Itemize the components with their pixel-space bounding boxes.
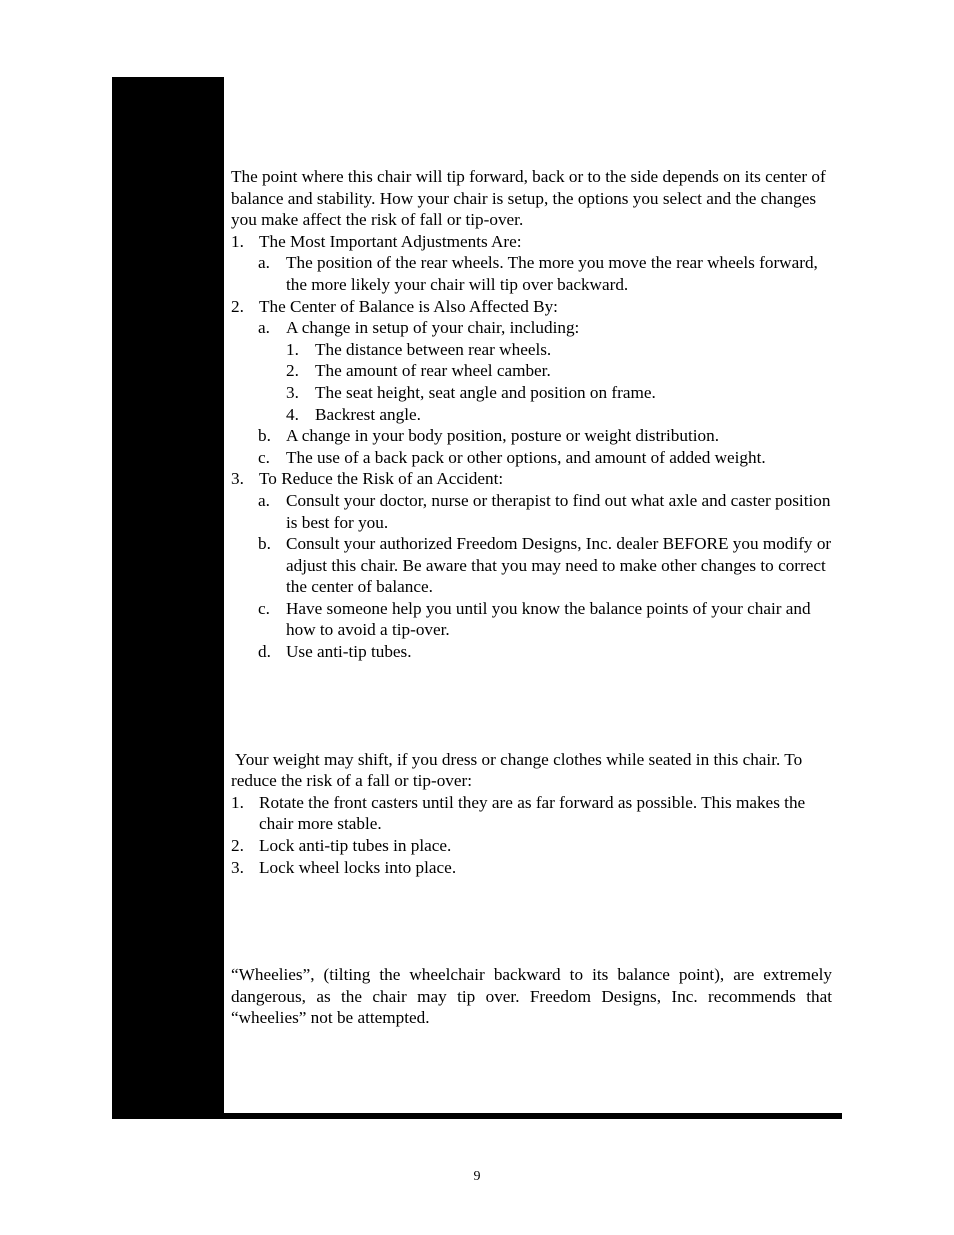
- list-marker: 1.: [231, 792, 244, 812]
- section2-list: [231, 792, 832, 878]
- section-gap: [231, 878, 832, 964]
- list-item: [231, 792, 832, 835]
- list-item: [231, 404, 832, 426]
- list-marker: 4.: [286, 404, 299, 424]
- list-marker: b.: [258, 426, 271, 446]
- list-item: [231, 252, 832, 295]
- list-marker: 3.: [231, 857, 244, 877]
- list-item-text: The amount of rear wheel camber.: [315, 361, 551, 381]
- list-item-text: A change in setup of your chair, including:: [286, 318, 580, 338]
- list-item: [231, 641, 832, 663]
- list-marker: a.: [258, 490, 270, 510]
- list-marker: 2.: [231, 296, 244, 316]
- list-item: [231, 425, 832, 447]
- list-item: [231, 360, 832, 382]
- list-item: [231, 533, 832, 598]
- list-item-text: The position of the rear wheels. The more you move the rear wheels forward, the more likely your chair will tip over backward.: [286, 253, 818, 294]
- page-number: 9: [473, 1169, 481, 1184]
- list-marker: a.: [258, 318, 270, 338]
- list-item-text: Have someone help you until you know the balance points of your chair and how to avoid a tip-over.: [286, 598, 811, 640]
- list-item-text: Use anti-tip tubes.: [286, 642, 412, 662]
- list-item: [231, 296, 832, 318]
- section-gap: [231, 663, 832, 749]
- list-item-text: Consult your authorized Freedom Designs, Inc. dealer BEFORE you modify or adjust this chair. Be aware that you may need to make other changes to correct the center of balance.: [286, 534, 832, 597]
- list-item-text: Rotate the front casters until they are as far forward as possible. This makes the chair more stable.: [259, 792, 806, 834]
- list-item-text: Backrest angle.: [315, 404, 421, 424]
- list-marker: c.: [258, 447, 270, 467]
- list-item: [231, 339, 832, 361]
- list-item-text: A change in your body position, posture or weight distribution.: [286, 426, 719, 446]
- list-item: [231, 231, 832, 253]
- list-marker: 1.: [286, 339, 299, 359]
- section3-text: “Wheelies”, (tilting the wheelchair backward to its balance point), are extremely dangerous, as the chair may tip over. Freedom Designs, Inc. recommends that “wheelies” not be attempted.: [231, 965, 832, 1028]
- section1-intro: The point where this chair will tip forward, back or to the side depends on its center of balance and stability. How your chair is setup, the options you select and the changes you make affect the risk of fall or tip-over.: [231, 167, 826, 230]
- bottom-horizontal-rule: [224, 1113, 842, 1119]
- list-marker: c.: [258, 598, 270, 618]
- list-item-text: Lock anti-tip tubes in place.: [259, 836, 452, 856]
- list-item-text: The seat height, seat angle and position on frame.: [315, 382, 656, 402]
- black-sidebar-bar: [112, 77, 224, 1119]
- list-item: [231, 382, 832, 404]
- section1-list: [231, 231, 832, 663]
- list-item-text: The use of a back pack or other options, and amount of added weight.: [286, 447, 766, 467]
- list-marker: 2.: [231, 836, 244, 856]
- list-item-text: The Most Important Adjustments Are:: [259, 231, 522, 251]
- list-item: [231, 598, 832, 641]
- section-dressing: [231, 749, 832, 879]
- list-item: [231, 857, 832, 879]
- section-center-of-balance: [231, 166, 832, 663]
- list-marker: b.: [258, 534, 271, 554]
- list-marker: 3.: [286, 382, 299, 402]
- main-content: [231, 166, 832, 1029]
- list-item: [231, 447, 832, 469]
- section-wheelies: [231, 964, 832, 1029]
- section2-intro: Your weight may shift, if you dress or change clothes while seated in this chair. To reduce the risk of a fall or tip-over:: [231, 749, 803, 791]
- list-item: [231, 468, 832, 490]
- list-item-text: Lock wheel locks into place.: [259, 857, 457, 877]
- list-item-text: Consult your doctor, nurse or therapist to find out what axle and caster position is best for you.: [286, 490, 831, 532]
- list-marker: d.: [258, 642, 271, 662]
- list-item-text: The distance between rear wheels.: [315, 339, 552, 359]
- list-marker: 3.: [231, 469, 244, 489]
- list-marker: 1.: [231, 231, 244, 251]
- list-item: [231, 835, 832, 857]
- list-item-text: The Center of Balance is Also Affected By:: [259, 296, 558, 316]
- list-item: [231, 490, 832, 533]
- list-marker: 2.: [286, 361, 299, 381]
- list-item: [231, 317, 832, 339]
- list-item-text: To Reduce the Risk of an Accident:: [259, 469, 504, 489]
- list-marker: a.: [258, 253, 270, 273]
